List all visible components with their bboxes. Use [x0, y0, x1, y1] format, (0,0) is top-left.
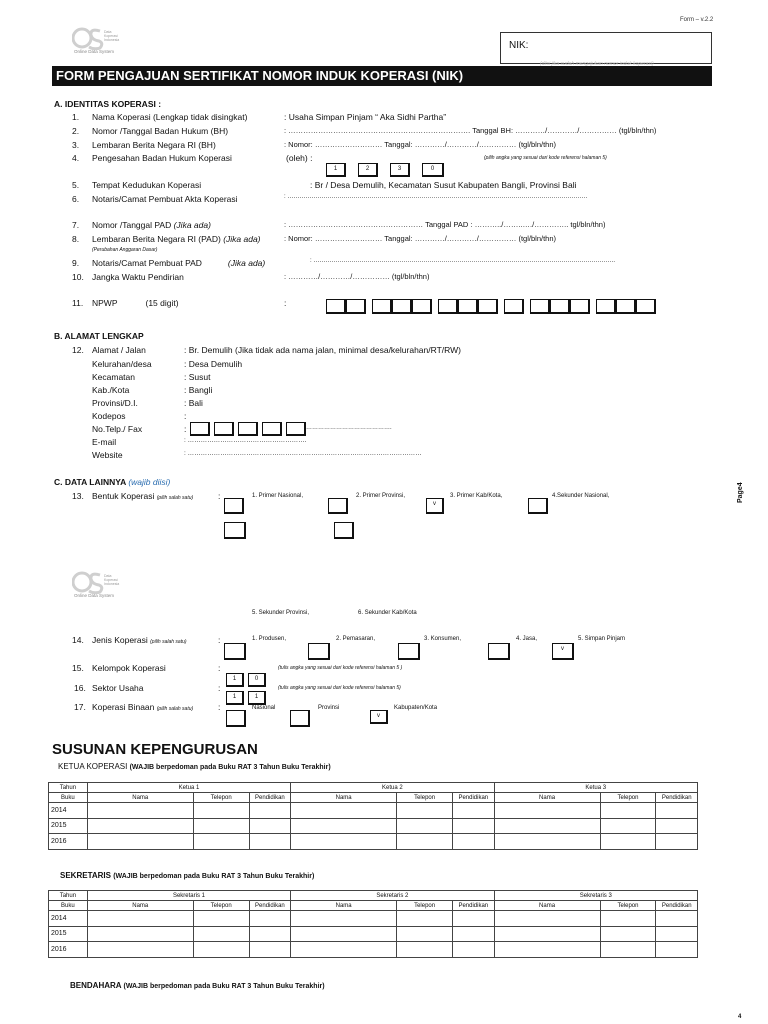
table-cell[interactable] [453, 803, 495, 819]
address-value[interactable]: : Br. Demulih (Jika tidak ada nama jalan, minimal desa/kelurahan/RT/RW) [184, 345, 461, 355]
page-mark: 4 [738, 1014, 742, 1020]
row11-label: NPWP (15 digit) [92, 298, 179, 308]
table-cell[interactable] [193, 818, 249, 834]
row15-colon: : [218, 663, 221, 673]
table-cell[interactable] [453, 834, 495, 850]
table-row [49, 818, 698, 834]
tahun-header: Tahun [49, 891, 88, 901]
row6-value[interactable]: : …………………………………………………………………………………………………………………………………… [284, 194, 588, 200]
row15-label: Kelompok Koperasi [92, 663, 166, 673]
nik-field[interactable] [500, 32, 712, 64]
row16-colon: : [218, 683, 221, 693]
table-cell[interactable] [87, 818, 193, 834]
table-cell[interactable] [656, 803, 698, 819]
table-cell[interactable] [249, 834, 291, 850]
year-cell: 2016 [49, 834, 88, 850]
address-label: Kecamatan [92, 372, 135, 382]
binaan-opt-2: Provinsi [318, 705, 340, 711]
row2-num: 2. [72, 126, 80, 136]
table-cell[interactable] [193, 803, 249, 819]
row17-label: Koperasi Binaan (pilih salah satu) [92, 702, 194, 712]
table-cell[interactable] [494, 803, 600, 819]
row7-label: Nomor /Tanggal PAD (Jika ada) [92, 220, 211, 230]
jenis-opt-3: 3. Konsumen, [424, 636, 462, 642]
telp-digit-box[interactable] [286, 422, 306, 436]
buku-header: Buku [49, 793, 88, 803]
group-header: Ketua 1 [87, 783, 290, 793]
npwp-digit-box[interactable] [346, 299, 366, 314]
row5-num: 5. [72, 180, 80, 190]
column-header: Telepon [600, 901, 656, 911]
susunan-heading: SUSUNAN KEPENGURUSAN [52, 741, 258, 758]
table-cell[interactable] [656, 818, 698, 834]
row5-label: Tempat Kedudukan Koperasi [92, 180, 202, 190]
jenis-checkbox-1[interactable] [224, 643, 246, 660]
table-cell[interactable] [397, 911, 453, 927]
row7-num: 7. [72, 220, 80, 230]
row9-label: Notaris/Camat Pembuat PAD (Jika ada) [92, 258, 266, 268]
section-a-heading: A. IDENTITAS KOPERASI : [54, 99, 162, 109]
row17-colon: : [218, 702, 221, 712]
table-cell[interactable] [249, 803, 291, 819]
telp-digit-box[interactable] [238, 422, 258, 436]
bentuk-checkbox-2[interactable] [328, 498, 348, 514]
group-header: Ketua 3 [494, 783, 697, 793]
section-c-heading: C. DATA LAINNYA (wajib diisi) [54, 477, 171, 487]
table-cell[interactable] [453, 911, 495, 927]
npwp-digit-box[interactable] [438, 299, 458, 314]
row14-num: 14. [72, 635, 84, 645]
column-header: Pendidikan [249, 901, 291, 911]
column-header: Telepon [600, 793, 656, 803]
npwp-digit-box[interactable] [372, 299, 392, 314]
year-cell: 2014 [49, 803, 88, 819]
column-header: Telepon [397, 901, 453, 911]
npwp-digit-box[interactable] [458, 299, 478, 314]
table-cell[interactable] [397, 834, 453, 850]
address-label: Kodepos [92, 411, 126, 421]
table-cell[interactable] [87, 803, 193, 819]
binaan-checkbox-1[interactable] [226, 710, 246, 727]
table-cell[interactable] [494, 834, 600, 850]
nik-label: NIK: [509, 40, 529, 51]
row3-label: Lembaran Berita Negara RI (BH) [92, 140, 216, 150]
kelompok-box-2[interactable]: 0 [248, 673, 266, 687]
npwp-digit-box[interactable] [412, 299, 432, 314]
row13-num: 13. [72, 491, 84, 501]
form-version: Form – v.2.2 [680, 17, 714, 23]
sektor-box-1[interactable]: 1 [226, 691, 244, 705]
jenis-opt-1: 1. Produsen, [252, 636, 287, 642]
table-cell[interactable] [494, 818, 600, 834]
group-header: Sekretaris 2 [291, 891, 494, 901]
nik-note: (diisi jika sudah mengajukan nomor induk koperasi) [540, 61, 654, 67]
address-label: Kelurahan/desa [92, 359, 152, 369]
table-row [49, 834, 698, 850]
npwp-digit-box[interactable] [392, 299, 412, 314]
table-row [49, 803, 698, 819]
npwp-digit-box[interactable] [636, 299, 656, 314]
table-row [49, 926, 698, 942]
bentuk-checkbox-3[interactable]: v [426, 498, 444, 514]
table-cell[interactable] [193, 834, 249, 850]
form-title: FORM PENGAJUAN SERTIFIKAT NOMOR INDUK KOPERASI (NIK) [52, 66, 712, 86]
table-cell[interactable] [494, 926, 600, 942]
tahun-header: Tahun [49, 783, 88, 793]
table-cell[interactable] [600, 818, 656, 834]
row3-value[interactable]: : Nomor: ……………………… Tanggal: …………/…………/…………… (tgl/bln/thn) [284, 140, 556, 149]
page-side-label: Page4 [737, 482, 744, 503]
address-value[interactable]: : [184, 411, 187, 421]
npwp-digit-box[interactable] [504, 299, 524, 314]
kelompok-box-1[interactable]: 1 [226, 673, 244, 687]
pengesahan-box-3[interactable]: 3 [390, 163, 410, 177]
address-value[interactable]: : ………………………………………………. [184, 437, 307, 444]
logo-rings-icon [72, 26, 106, 50]
table-cell[interactable] [249, 911, 291, 927]
table-cell[interactable] [291, 942, 397, 958]
row7-value[interactable]: : ……………………………………………… Tanggal PAD : ………../……..…./………….. tgl/bln/thn) [284, 220, 606, 229]
sektor-note: (tulis angka yang sesuai dari kode referensi halaman 5) [278, 685, 401, 691]
binaan-opt-3: Kabupaten/Kota [394, 705, 438, 711]
group-header: Sekretaris 1 [87, 891, 290, 901]
address-label: Kab./Kota [92, 385, 130, 395]
column-header: Nama [494, 793, 600, 803]
row8-label: Lembaran Berita Negara RI (PAD) (Jika ada) [92, 234, 261, 244]
row6-label: Notaris/Camat Pembuat Akta Koperasi [92, 194, 238, 204]
group-header: Ketua 2 [291, 783, 494, 793]
table-cell[interactable] [249, 818, 291, 834]
binaan-checkbox-2[interactable] [290, 710, 310, 727]
table-cell[interactable] [193, 926, 249, 942]
pad-sub-note: (Perubahan Anggaran Dasar) [92, 247, 158, 253]
column-header: Telepon [193, 793, 249, 803]
row4-num: 4. [72, 153, 80, 163]
address-value[interactable]: : ……………………………………………………………………………………………… [184, 450, 422, 457]
table-cell[interactable] [87, 926, 193, 942]
table-cell[interactable] [453, 926, 495, 942]
group-header: Sekretaris 3 [494, 891, 697, 901]
ketua-heading: KETUA KOPERASI (WAJIB berpedoman pada Buku RAT 3 Tahun Buku Terakhir) [58, 762, 331, 771]
table-cell[interactable] [600, 911, 656, 927]
buku-header: Buku [49, 901, 88, 911]
row8-num: 8. [72, 234, 80, 244]
table-cell[interactable] [193, 942, 249, 958]
jenis-opt-2: 2. Pemasaran, [336, 636, 376, 642]
year-cell: 2014 [49, 911, 88, 927]
bentuk-opt-4: 4.Sekunder Nasional, [552, 493, 610, 499]
address-value[interactable]: : [184, 424, 187, 434]
row15-num: 15. [72, 663, 84, 673]
jenis-opt-5: 5. Simpan Pinjam [578, 636, 626, 642]
telp-digit-box[interactable] [214, 422, 234, 436]
address-label: No.Telp./ Fax [92, 424, 143, 434]
column-header: Nama [291, 901, 397, 911]
npwp-digit-box[interactable] [550, 299, 570, 314]
column-header: Telepon [193, 901, 249, 911]
table-cell[interactable] [453, 818, 495, 834]
binaan-opt-1: Nasional [252, 705, 276, 711]
column-header: Telepon [397, 793, 453, 803]
table-row [49, 911, 698, 927]
table-cell[interactable] [453, 942, 495, 958]
table-cell[interactable] [397, 926, 453, 942]
row13-colon: : [218, 491, 221, 501]
sektor-box-2[interactable]: 1 [248, 691, 266, 705]
address-label: Alamat / Jalan [92, 345, 146, 355]
row1-label: Nama Koperasi (Lengkap tidak disingkat) [92, 112, 248, 122]
npwp-digit-box[interactable] [616, 299, 636, 314]
column-header: Nama [291, 793, 397, 803]
row9-num: 9. [72, 258, 80, 268]
bentuk-checkbox-1[interactable] [224, 498, 244, 514]
table-cell[interactable] [656, 911, 698, 927]
logo-tagline: Data Koperasi Indonesia [104, 574, 120, 586]
row1-num: 1. [72, 112, 80, 122]
npwp-digit-box[interactable] [530, 299, 550, 314]
column-header: Pendidikan [453, 793, 495, 803]
column-header: Pendidikan [656, 793, 698, 803]
npwp-digit-box[interactable] [326, 299, 346, 314]
logo-rings-icon [72, 570, 106, 594]
bentuk-opt-6: 6. Sekunder Kab/Kota [358, 610, 417, 616]
npwp-digit-box[interactable] [570, 299, 590, 314]
column-header: Pendidikan [656, 901, 698, 911]
column-header: Pendidikan [249, 793, 291, 803]
table-cell[interactable] [600, 803, 656, 819]
logo-subtitle: Online Data System [74, 593, 115, 598]
row8-value[interactable]: : Nomor: ……………………… Tanggal: …………/…………/…………… (tgl/bln/thn) [284, 234, 556, 243]
table-cell[interactable] [494, 911, 600, 927]
telp-digit-box[interactable] [262, 422, 282, 436]
sekretaris-heading: SEKRETARIS (WAJIB berpedoman pada Buku RAT 3 Tahun Buku Terakhir) [60, 871, 315, 880]
year-cell: 2016 [49, 942, 88, 958]
table-cell[interactable] [397, 942, 453, 958]
bentuk-opt-2: 2. Primer Provinsi, [356, 493, 406, 499]
table-cell[interactable] [397, 803, 453, 819]
address-label: Website [92, 450, 123, 460]
table-cell[interactable] [291, 818, 397, 834]
year-cell: 2015 [49, 818, 88, 834]
bentuk-checkbox-6[interactable] [334, 522, 354, 539]
column-header: Nama [87, 901, 193, 911]
jenis-checkbox-5[interactable]: v [552, 643, 574, 660]
table-cell[interactable] [600, 942, 656, 958]
npwp-digit-box[interactable] [596, 299, 616, 314]
address-label: Provinsi/D.I. [92, 398, 138, 408]
table-cell[interactable] [397, 818, 453, 834]
row4-label: Pengesahan Badan Hukum Koperasi [92, 153, 232, 163]
row16-label: Sektor Usaha [92, 683, 144, 693]
table-cell[interactable] [656, 926, 698, 942]
table-cell[interactable] [656, 942, 698, 958]
logo-top [72, 24, 142, 58]
bentuk-opt-1: 1. Primer Nasional, [252, 493, 304, 499]
row2-label: Nomor /Tanggal Badan Hukum (BH) [92, 126, 229, 136]
column-header: Nama [494, 901, 600, 911]
bentuk-checkbox-4[interactable] [528, 498, 548, 514]
row10-label: Jangka Waktu Pendirian [92, 272, 184, 282]
row10-num: 10. [72, 272, 84, 282]
pengesahan-box-4[interactable]: 0 [422, 163, 444, 177]
column-header: Pendidikan [453, 901, 495, 911]
jenis-checkbox-2[interactable] [308, 643, 330, 660]
address-value[interactable]: : Bangli [184, 385, 213, 395]
pengesahan-note: (pilih angka yang sesuai dari kode referensi halaman 5) [484, 155, 607, 161]
logo-tagline: Data Koperasi Indonesia [104, 30, 120, 42]
logo-subtitle: Online Data System [74, 49, 115, 54]
table-cell[interactable] [291, 803, 397, 819]
logo-mid [72, 568, 142, 602]
row1-value[interactable]: : Usaha Simpan Pinjam “ Aka Sidhi Partha” [284, 112, 447, 122]
table-cell[interactable] [494, 942, 600, 958]
row11-value: : [284, 298, 287, 308]
telp-digit-box[interactable] [190, 422, 210, 436]
table-cell[interactable] [291, 834, 397, 850]
table-cell[interactable] [656, 834, 698, 850]
jenis-opt-4: 4. Jasa, [516, 636, 538, 642]
row9-value[interactable]: : ……………………………………………………………………………………………………………………………………. [310, 258, 616, 264]
table-row [49, 942, 698, 958]
bendahara-heading: BENDAHARA (WAJIB berpedoman pada Buku RAT 3 Tahun Buku Terakhir) [70, 981, 325, 990]
kelompok-note: (tulis angka yang sesuai dari kode referensi halaman 5 ) [278, 665, 403, 671]
sekretaris-table [48, 890, 698, 958]
row11-num: 11. [72, 298, 84, 308]
address-label: E-mail [92, 437, 117, 447]
table-cell[interactable] [87, 911, 193, 927]
ketua-table [48, 782, 698, 850]
jenis-checkbox-3[interactable] [398, 643, 420, 660]
table-cell[interactable] [600, 926, 656, 942]
npwp-digit-box[interactable] [478, 299, 498, 314]
row2-value[interactable]: : ………………………………………………………………. Tanggal BH: …………/…………/…………… (tgl/bln/thn) [284, 126, 657, 135]
table-cell[interactable] [193, 911, 249, 927]
section-b-heading: B. ALAMAT LENGKAP [54, 331, 144, 341]
table-cell[interactable] [87, 834, 193, 850]
row10-value[interactable]: : …………/…………/…………… (tgl/bln/thn) [284, 272, 430, 281]
row13-label: Bentuk Koperasi (pilih salah satu) [92, 491, 194, 501]
column-header: Nama [87, 793, 193, 803]
table-cell[interactable] [291, 911, 397, 927]
table-cell[interactable] [87, 942, 193, 958]
jenis-checkbox-4[interactable] [488, 643, 510, 660]
table-cell[interactable] [600, 834, 656, 850]
row14-colon: : [218, 635, 221, 645]
pengesahan-box-2[interactable]: 2 [358, 163, 378, 177]
row17-num: 17. [74, 702, 86, 712]
address-value[interactable]: : Susut [184, 372, 211, 382]
table-cell[interactable] [291, 926, 397, 942]
bentuk-opt-3: 3. Primer Kab/Kota, [450, 493, 503, 499]
row14-label: Jenis Koperasi (pilih salah satu) [92, 635, 187, 645]
row6-num: 6. [72, 194, 80, 204]
bentuk-checkbox-5[interactable] [224, 522, 246, 539]
telp-dots: ……………………………………. [306, 425, 392, 431]
table-cell[interactable] [249, 942, 291, 958]
address-value[interactable]: : Bali [184, 398, 203, 408]
row16-num: 16. [74, 683, 86, 693]
bentuk-opt-5: 5. Sekunder Provinsi, [252, 610, 310, 616]
address-value[interactable]: : Desa Demulih [184, 359, 243, 369]
row5-value[interactable]: : Br / Desa Demulih, Kecamatan Susut Kabupaten Bangli, Provinsi Bali [310, 180, 577, 190]
row4-value: (oleh) : [286, 153, 313, 163]
pengesahan-box-1[interactable]: 1 [326, 163, 346, 177]
binaan-checkbox-3[interactable]: v [370, 710, 388, 724]
year-cell: 2015 [49, 926, 88, 942]
table-cell[interactable] [249, 926, 291, 942]
row3-num: 3. [72, 140, 80, 150]
row12-num: 12. [72, 345, 84, 355]
